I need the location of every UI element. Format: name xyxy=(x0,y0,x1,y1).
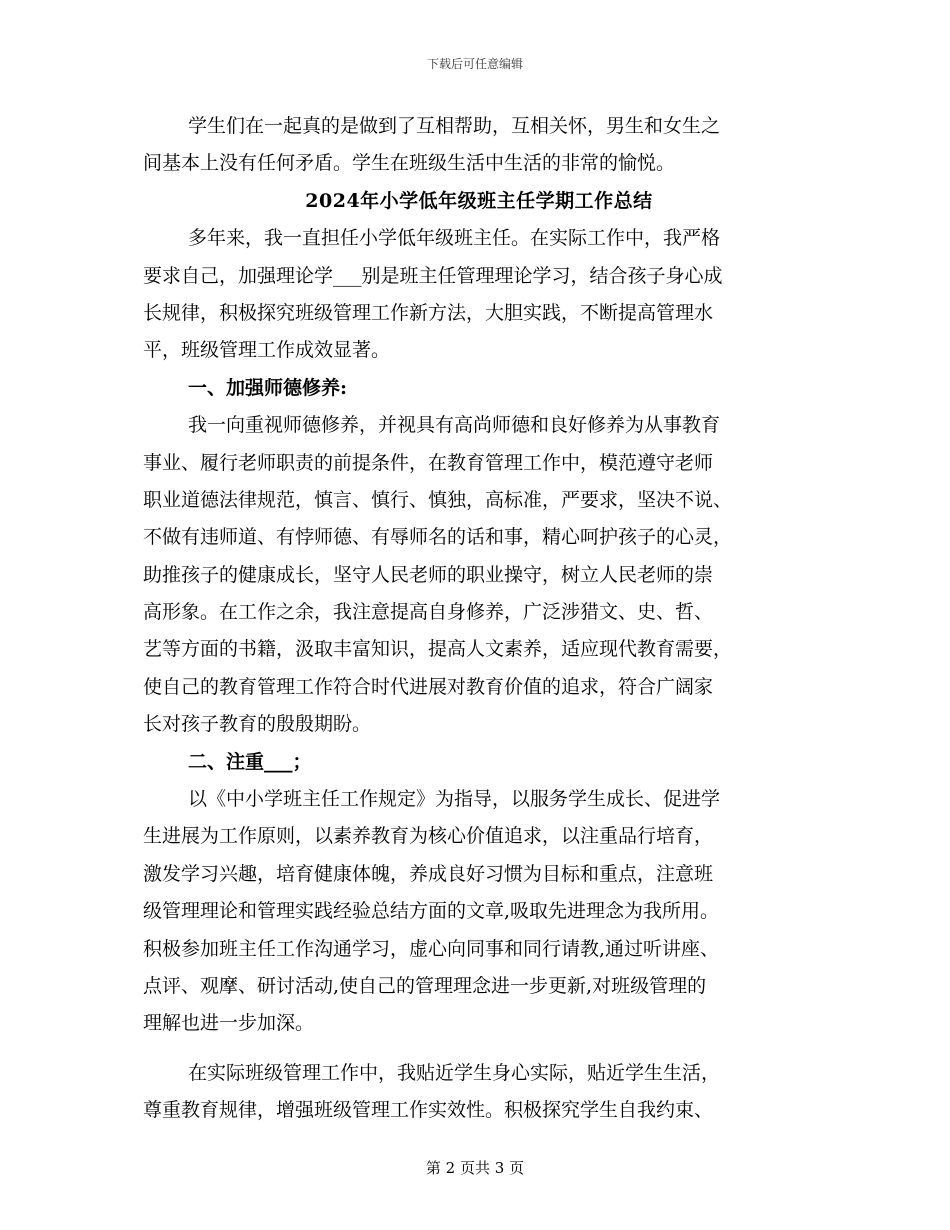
paragraph-line: 我一向重视师德修养，并视具有高尚师德和良好修养为从事教育 xyxy=(188,414,721,437)
paragraph-line: 级管理理论和管理实践经验总结方面的文章,吸取先进理念为我所用。 xyxy=(143,900,720,923)
paragraph-line: 长对孩子教育的殷殷期盼。 xyxy=(143,713,372,736)
paragraph-line: 长规律，积极探究班级管理工作新方法，大胆实践，不断提高管理水 xyxy=(143,301,714,324)
page-footer: 第 2 页共 3 页 xyxy=(425,1159,525,1177)
paragraph-line: 要求自己，加强理论学___别是班主任管理理论学习，结合孩子身心成 xyxy=(143,264,723,287)
section-heading: 一、加强师德修养: xyxy=(188,376,348,399)
paragraph-line: 不做有违师道、有悖师德、有辱师名的话和事，精心呵护孩子的心灵， xyxy=(143,526,733,549)
document-body xyxy=(143,108,793,1130)
paragraph-line: 事业、履行老师职责的前提条件，在教育管理工作中，模范遵守老师 xyxy=(143,451,714,474)
document-title: 2024年小学低年级班主任学期工作总结 xyxy=(305,189,653,212)
paragraph-line: 尊重教育规律，增强班级管理工作实效性。积极探究学生自我约束、 xyxy=(143,1099,714,1122)
paragraph-line: 多年来，我一直担任小学低年级班主任。在实际工作中，我严格 xyxy=(188,227,721,250)
paragraph-line: 学生们在一起真的是做到了互相帮助，互相关怀，男生和女生之 xyxy=(188,115,721,137)
paragraph-line: 积极参加班主任工作沟通学习，虚心向同事和同行请教,通过听讲座、 xyxy=(143,937,720,960)
paragraph-line: 艺等方面的书籍，汲取丰富知识，提高人文素养，适应现代教育需要， xyxy=(143,638,733,661)
paragraph-line: 点评、观摩、研讨活动,使自己的管理理念进一步更新,对班级管理的 xyxy=(143,974,707,997)
section-heading: 二、注重___； xyxy=(188,750,312,773)
paragraph-gap xyxy=(143,1043,793,1055)
paragraph-line: 激发学习兴趣，培育健康体魄，养成良好习惯为目标和重点，注意班 xyxy=(143,862,714,885)
paragraph-line: 生进展为工作原则，以素养教育为核心价值追求，以注重品行培育， xyxy=(143,825,714,848)
paragraph-line: 职业道德法律规范，慎言、慎行、慎独，高标准，严要求，坚决不说、 xyxy=(143,488,733,511)
paragraph-line: 高形象。在工作之余，我注意提高自身修养，广泛涉猎文、史、哲、 xyxy=(143,601,714,624)
paragraph-line: 平，班级管理工作成效显著。 xyxy=(143,339,391,362)
paragraph-line: 以《中小学班主任工作规定》为指导，以服务学生成长、促进学 xyxy=(188,788,721,811)
paragraph-line: 间基本上没有任何矛盾。学生在班级生活中生活的非常的愉悦。 xyxy=(143,152,676,175)
paragraph-line: 理解也进一步加深。 xyxy=(143,1012,315,1035)
paragraph-line: 使自己的教育管理工作符合时代进展对教育价值的追求，符合广阔家 xyxy=(143,675,714,698)
page-header: 下载后可任意编辑 xyxy=(426,57,523,71)
paragraph-line: 在实际班级管理工作中，我贴近学生身心实际，贴近学生生活， xyxy=(188,1061,721,1084)
paragraph-line: 助推孩子的健康成长，坚守人民老师的职业操守，树立人民老师的崇 xyxy=(143,563,714,586)
